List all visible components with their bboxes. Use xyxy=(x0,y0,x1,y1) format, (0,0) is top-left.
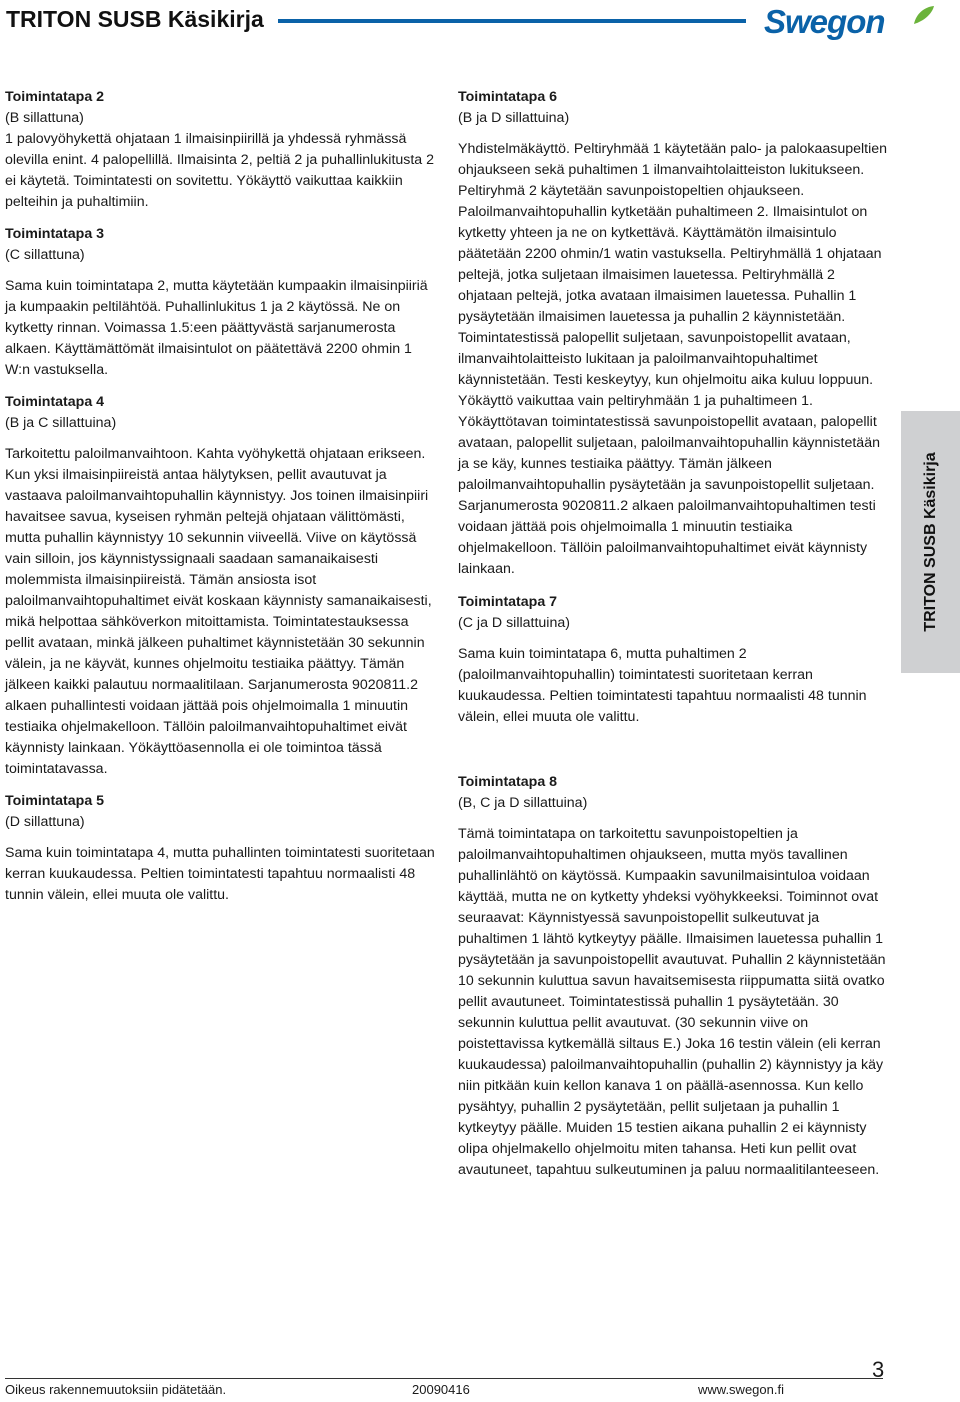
leaf-icon xyxy=(910,4,936,26)
section-body: 1 palovyöhykettä ohjataan 1 ilmaisinpiirillä ja yhdessä ryhmässä olevilla enint. 4 palopellillä. Ilmaisinta 2, peltiä 2 ja puhallinlukitusta 2 ei käytetä. Toimintatesti on sovitettu. Yökäyttö vaikuttaa kaikkiin pelteihin ja puhaltimiin. xyxy=(5,131,435,210)
side-tab-label: TRITON SUSB Käsikirja xyxy=(922,452,939,632)
footer-website: www.swegon.fi xyxy=(698,1382,784,1397)
section-body: Sama kuin toimintatapa 6, mutta puhaltimen 2 (paloilmanvaihtopuhallin) toimintatesti suoritetaan kerran kuukaudessa. Peltien toimintatesti tapahtuu normaalisti 48 tunnin välein, ellei muuta ole valittu. xyxy=(458,646,867,725)
section-body: Sama kuin toimintatapa 4, mutta puhallinten toimintatesti suoritetaan kerran kuukaudessa. Peltien toimintatesti tapahtuu normaalisti 48 tunnin välein, ellei muuta ole valittu. xyxy=(5,845,435,903)
section-title: Toimintatapa 8 xyxy=(458,774,558,790)
section-subtitle: (B ja C sillattuina) xyxy=(5,415,117,431)
section-subtitle: (C sillattuna) xyxy=(5,247,85,263)
section-toimintatapa-7 xyxy=(458,592,890,728)
side-tab xyxy=(901,411,960,673)
section-toimintatapa-8 xyxy=(458,772,890,1181)
section-body: Tarkoitettu paloilmanvaihtoon. Kahta vyöhykettä ohjataan erikseen. Kun yksi ilmaisinpiireistä antaa hälytyksen, pellit avautuvat ja vastaava paloilmanvaihtopuhallin käynnistyy. Jos toinen ilmaisinpiiri havaitsee savua, kyseisen ryhmän peltejä ohjataan välittömästi, mutta puhallin käynnistyy 10 sekunnin viiveellä. Viive on käytössä vain silloin, jos käynnistyssignaali saadaan samanaikaisesti molemmista ilmaisinpiireistä. Tämän ansiosta isot paloilmanvaihtopuhaltimet eivät koskaan käynnisty samanaikaisesti, mikä helpottaa sähköverkon mitoittamista. Toimintatestauksessa pellit avataan, minkä jälkeen puhaltimet käynnistetään 30 sekunnin välein, ja ne käyvät, kunnes ohjelmoitu testiaika päättyy. Tämän jälkeen kaikki palautuu normaalitilaan. Sarjanumerosta 9020811.2 alkaen puhallintesti voidaan jättää pois ohjelmoimalla 1 minuutin testiaika ohjelmakelloon. Tällöin paloilmanvaihtopuhaltimet eivät käynnisty lainkaan. Yökäyttöasennolla ei ole toimintoa tässä toimintatavassa. xyxy=(5,446,432,777)
section-body: Tämä toimintatapa on tarkoitettu savunpoistopeltien ja paloilmanvaihtopuhaltimen ohjaukseen, mutta myös tavallinen puhallinlähtö on käytössä. Kumpaakin savunilmaisintuloa voidaan käyttää, mutta ne on kytketty yhdeksi vyöhykkeeksi. Toiminnot ovat seuraavat: Käynnistyessä savunpoistopellit sulkeutuvat ja puhaltimen 1 lähtö kytkeytyy päälle. Ilmaisimen lauetessa puhallin 1 pysäytetään ja savunpoistopellit avautuvat. Puhallin 2 käynnistetään 10 sekunnin kuluttua savun havaitsemisesta riippumatta siitä ovatko pellit avautuneet. Toimintatestissä puhallin 1 pysäytetään. 30 sekunnin kuluttua pellit avautuvat. (30 sekunnin viive on poistettavissa kytkemällä siltaus E.) Joka 16 testin välein (eli kerran kuukaudessa) paloilmanvaihtopuhallin (puhallin 2) käynnistyy ja käy niin pitkään kuin kellon kanava 1 on päällä-asennossa. Kun kello pysähtyy, puhallin 2 pysäytetään, pellit suljetaan ja puhallin 1 kytkeytyy päälle. Muiden 15 testien aikana puhallin 2 ei käynnisty olipa ohjelmakello ohjelmoitu miten tahansa. Heti kun pellit ovat avautuneet, tapahtuu sulkeutuminen ja paluu normaalitilanteeseen. xyxy=(458,826,886,1178)
section-subtitle: (B sillattuna) xyxy=(5,110,84,126)
right-column xyxy=(458,87,890,1192)
footer-rule xyxy=(5,1378,883,1379)
section-toimintatapa-2 xyxy=(5,87,440,213)
page-number: 3 xyxy=(872,1357,885,1382)
left-column xyxy=(5,87,440,917)
section-body: Sama kuin toimintatapa 2, mutta käytetään kumpaakin ilmaisinpiiriä ja kumpaakin peltilähtöä. Puhallinlukitus 1 ja 2 käytössä. Ne on kytketty rinnan. Voimassa 1.5:een päättyvästä sarjanumerosta alkaen. Käyttämättömät ilmaisintulot on päätettävä 2200 ohmin 1 W:n vastuksella. xyxy=(5,278,428,378)
section-title: Toimintatapa 7 xyxy=(458,594,558,610)
section-subtitle: (D sillattuna) xyxy=(5,814,85,830)
section-toimintatapa-3 xyxy=(5,224,440,381)
section-subtitle: (B, C ja D sillattuina) xyxy=(458,795,588,811)
header-rule xyxy=(278,19,746,23)
section-toimintatapa-4 xyxy=(5,392,440,780)
brand-name: Swegon xyxy=(764,3,885,40)
section-toimintatapa-6 xyxy=(458,87,890,580)
section-subtitle: (B ja D sillattuina) xyxy=(458,110,570,126)
section-title: Toimintatapa 5 xyxy=(5,793,105,809)
section-title: Toimintatapa 3 xyxy=(5,226,105,242)
section-title: Toimintatapa 2 xyxy=(5,89,105,105)
swegon-logo xyxy=(762,2,942,42)
section-title: Toimintatapa 6 xyxy=(458,89,558,105)
page-header xyxy=(0,0,960,44)
section-subtitle: (C ja D sillattuina) xyxy=(458,615,570,631)
footer-date: 20090416 xyxy=(412,1382,470,1397)
section-body: Yhdistelmäkäyttö. Peltiryhmää 1 käytetään palo- ja palokaasupeltien ohjaukseen sekä puhaltimen 1 ilmanvaihtolaitteiston lukitukseen. Peltiryhmä 2 käytetään savunpoistopeltien ohjaukseen. Paloilmanvaihtopuhallin kytketään puhaltimeen 2. Ilmaisintulot on kytketty yhteen ja ne on kytkettävä. Käyttämätön ilmaisintulo päätetään 2200 ohmin/1 watin vastuksella. Peltiryhmällä 1 ohjataan peltejä, jotka suljetaan ilmaisimen lauetessa. Peltiryhmällä 2 ohjataan peltejä, jotka avataan ilmaisimen lauetessa. Puhallin 1 pysäytetään ilmaisimen lauetessa ja puhallin 2 käynnistetään. Toimintatestissä palopellit suljetaan, savunpoistopellit avataan, ilmanvaihtolaitteisto lukitaan ja paloilmanvaihtopuhaltimet käynnistetään. Testi keskeytyy, kun ohjelmoitu aika kuluu loppuun. Yökäyttö vaikuttaa vain peltiryhmään 1 ja puhaltimeen 1. Yökäyttötavan toimintatestissä savunpoistopellit avataan, palopellit avataan, palopellit suljetaan, paloilmanvaihtopuhallin käynnistetään ja se käy, kunnes testiaika päättyy. Tämän jälkeen paloilmanvaihtopuhallin pysäytetään ja savunpoistopellit suljetaan. Sarjanumerosta 9020811.2 alkaen paloilmanvaihtopuhaltimen testi voidaan jättää pois ohjelmoimalla 1 minuutin testiaika ohjelmakelloon. Tällöin paloilmanvaihtopuhaltimet eivät käynnisty lainkaan. xyxy=(458,141,888,577)
section-title: Toimintatapa 4 xyxy=(5,394,105,410)
document-title: TRITON SUSB Käsikirja xyxy=(6,6,264,32)
footer-note: Oikeus rakennemuutoksiin pidätetään. xyxy=(5,1382,227,1397)
section-toimintatapa-5 xyxy=(5,791,440,906)
